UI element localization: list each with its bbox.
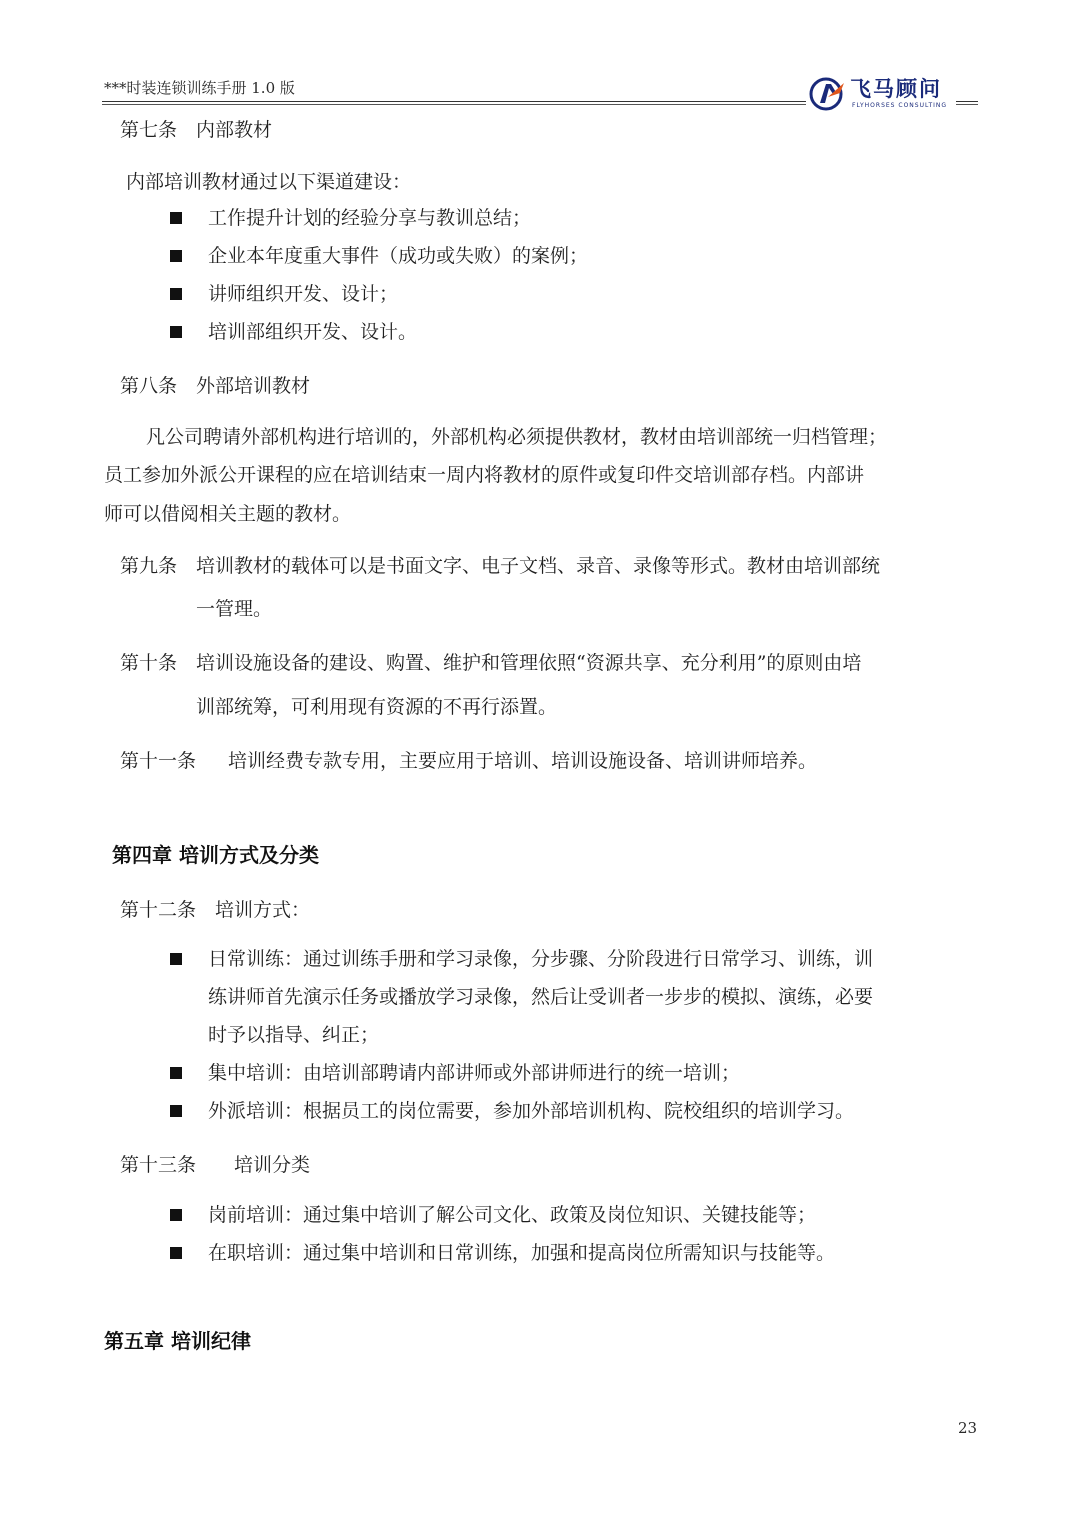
article-8-title: 第八条 外部培训教材 <box>120 375 311 397</box>
chapter-4-heading: 第四章 培训方式及分类 <box>112 843 319 867</box>
list-item-continuation: 时予以指导、纠正； <box>208 1024 380 1046</box>
header-title: ***时装连锁训练手册 1.0 版 <box>104 79 295 97</box>
article-10-label: 第十条 <box>120 652 178 674</box>
bullet-square-icon <box>170 212 182 224</box>
company-logo <box>806 73 956 115</box>
list-item: 培训部组织开发、设计。 <box>208 321 418 343</box>
article-9-line: 培训教材的载体可以是书面文字、电子文档、录音、录像等形式。教材由培训部统 <box>196 555 881 577</box>
article-11-label: 第十一条 <box>120 750 197 772</box>
logo-subtext: FLYHORSES CONSULTING <box>852 102 948 109</box>
article-7-intro: 内部培训教材通过以下渠道建设： <box>126 171 412 193</box>
article-11-text: 培训经费专款专用，主要应用于培训、培训设施设备、培训讲师培养。 <box>228 750 818 772</box>
bullet-square-icon <box>170 1067 182 1079</box>
bullet-square-icon <box>170 1209 182 1221</box>
list-item: 企业本年度重大事件（成功或失败）的案例； <box>208 245 589 267</box>
list-item: 岗前培训：通过集中培训了解公司文化、政策及岗位知识、关键技能等； <box>208 1204 817 1226</box>
logo-text: 飞马顾问 <box>850 77 942 101</box>
article-9-label: 第九条 <box>120 555 178 577</box>
article-7-title: 第七条 内部教材 <box>120 119 273 141</box>
article-10-line: 训部统筹，可利用现有资源的不再行添置。 <box>196 696 558 718</box>
article-8-line: 凡公司聘请外部机构进行培训的，外部机构必须提供教材，教材由培训部统一归档管理； <box>146 426 888 448</box>
article-8-line: 员工参加外派公开课程的应在培训结束一周内将教材的原件或复印件交培训部存档。内部讲 <box>104 464 865 486</box>
bullet-square-icon <box>170 1105 182 1117</box>
page-number: 23 <box>958 1419 978 1437</box>
bullet-square-icon <box>170 1247 182 1259</box>
article-10-line: 培训设施设备的建设、购置、维护和管理依照“资源共享、充分利用”的原则由培 <box>196 652 862 674</box>
list-item: 外派培训：根据员工的岗位需要，参加外部培训机构、院校组织的培训学习。 <box>208 1100 855 1122</box>
list-item: 工作提升计划的经验分享与教训总结； <box>208 207 532 229</box>
article-13-title: 第十三条 培训分类 <box>120 1154 311 1176</box>
list-item: 讲师组织开发、设计； <box>208 283 399 305</box>
bullet-square-icon <box>170 326 182 338</box>
list-item: 在职培训：通过集中培训和日常训练，加强和提高岗位所需知识与技能等。 <box>208 1242 836 1264</box>
bullet-square-icon <box>170 250 182 262</box>
bullet-square-icon <box>170 288 182 300</box>
chapter-5-heading: 第五章 培训纪律 <box>104 1329 251 1353</box>
article-12-title: 第十二条 培训方式： <box>120 899 311 921</box>
article-8-line: 师可以借阅相关主题的教材。 <box>104 503 352 525</box>
list-item-continuation: 练讲师首先演示任务或播放学习录像，然后让受训者一步步的模拟、演练，必要 <box>208 986 874 1008</box>
logo-emblem-icon <box>806 73 850 115</box>
article-9-line: 一管理。 <box>196 598 273 620</box>
list-item: 日常训练：通过训练手册和学习录像，分步骤、分阶段进行日常学习、训练，训 <box>208 948 874 970</box>
bullet-square-icon <box>170 953 182 965</box>
list-item: 集中培训：由培训部聘请内部讲师或外部讲师进行的统一培训； <box>208 1062 741 1084</box>
